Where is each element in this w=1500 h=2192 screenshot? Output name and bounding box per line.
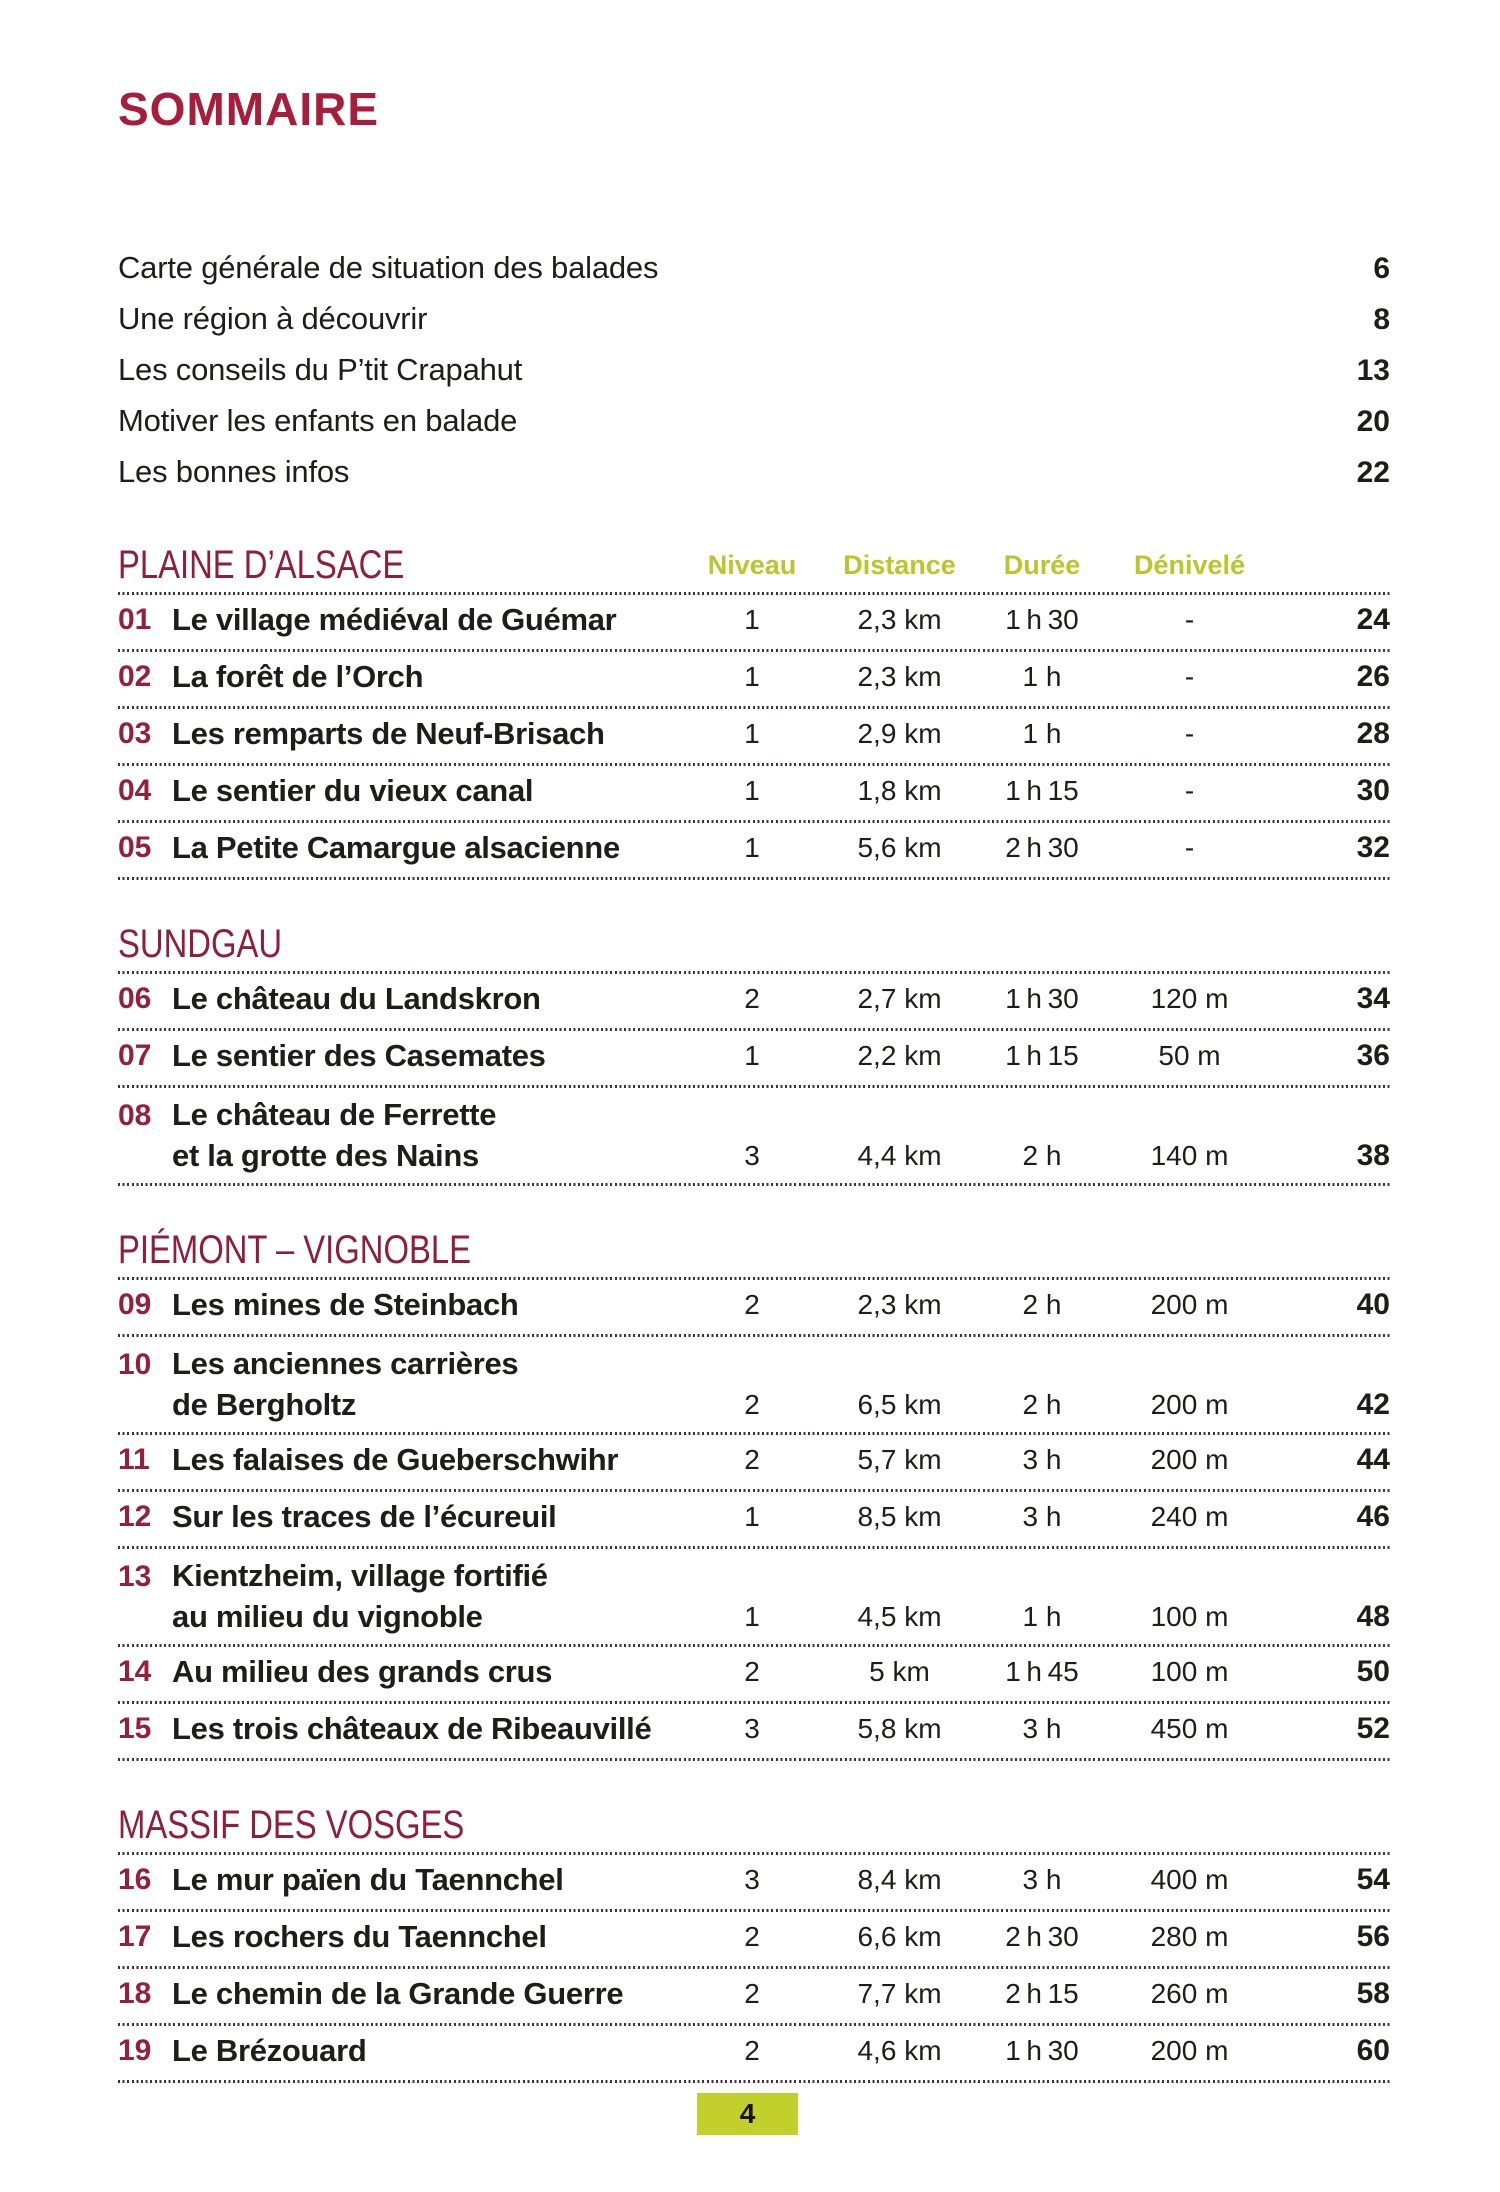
intro-entry-label: Les bonnes infos	[118, 454, 350, 489]
footer-page-number: 4	[739, 2098, 756, 2129]
intro-row	[118, 352, 1390, 403]
table-row	[118, 652, 1390, 701]
walk-title-line2: au milieu du vignoble	[172, 1598, 483, 1634]
walks-section	[118, 505, 1390, 880]
walk-title: Le mur païen du Taennchel	[172, 1861, 564, 1897]
walk-title: Les falaises de Gueberschwihr	[172, 1441, 619, 1477]
walk-title: La Petite Camargue alsacienne	[172, 829, 620, 865]
walk-level: 1	[744, 1500, 760, 1532]
walk-title: Le sentier des Casemates	[172, 1037, 546, 1073]
walk-distance: 5,7 km	[857, 1443, 942, 1475]
walk-elevation: -	[1184, 717, 1195, 749]
walk-distance: 6,5 km	[857, 1388, 942, 1420]
walk-title: Au milieu des grands crus	[172, 1653, 553, 1689]
walk-title: Les anciennes carrières	[172, 1346, 519, 1381]
walk-duration: 2 h 30	[1005, 1920, 1079, 1952]
walk-duration: 1 h 15	[1005, 1039, 1079, 1071]
walk-title: Le sentier du vieux canal	[172, 772, 534, 808]
walks-section	[118, 880, 1390, 1186]
walk-distance: 2,3 km	[857, 1288, 942, 1320]
walk-title: Kientzheim, village fortifié	[172, 1558, 548, 1593]
walk-distance: 6,6 km	[857, 1920, 942, 1952]
walk-number: 02	[118, 659, 152, 693]
walk-page-number: 42	[1356, 1387, 1390, 1421]
walk-elevation: 50 m	[1158, 1039, 1221, 1071]
walk-level: 2	[744, 982, 760, 1014]
page-title: SOMMAIRE	[118, 83, 379, 135]
walk-duration: 2 h	[1022, 1288, 1062, 1320]
walk-title: La forêt de l’Orch	[172, 658, 424, 694]
walk-number: 01	[118, 602, 152, 636]
walk-duration: 2 h	[1022, 1139, 1062, 1171]
intro-entry-label: Les conseils du P’tit Crapahut	[118, 352, 523, 387]
walk-elevation: -	[1184, 603, 1195, 635]
walk-elevation: 100 m	[1150, 1600, 1229, 1632]
walk-number: 08	[118, 1099, 152, 1132]
walk-elevation: 240 m	[1150, 1500, 1229, 1532]
walk-page-number: 46	[1356, 1499, 1390, 1533]
table-row	[118, 1704, 1390, 1753]
section-title: PLAINE D’ALSACE	[118, 543, 405, 587]
intro-entry-page-number: 20	[1356, 405, 1390, 438]
intro-entry-page-number: 8	[1373, 303, 1390, 336]
walk-page-number: 56	[1356, 1919, 1390, 1953]
walk-level: 2	[744, 1655, 760, 1687]
table-row	[118, 1031, 1390, 1080]
walk-page-number: 44	[1356, 1442, 1390, 1476]
walk-distance: 2,3 km	[857, 660, 942, 692]
walk-number: 19	[118, 2033, 152, 2067]
column-header-duree: Durée	[1003, 550, 1081, 580]
intro-entry-label: Carte générale de situation des balades	[118, 250, 659, 285]
walk-distance: 4,6 km	[857, 2034, 942, 2066]
intro-entry-page-number: 6	[1373, 252, 1390, 285]
walks-section	[118, 1761, 1390, 2083]
walk-number: 06	[118, 981, 152, 1015]
walk-number: 17	[118, 1919, 152, 1953]
walk-elevation: 260 m	[1150, 1977, 1229, 2009]
walk-distance: 2,7 km	[857, 982, 942, 1014]
walk-title: Les remparts de Neuf-Brisach	[172, 715, 605, 751]
walk-level: 3	[744, 1139, 760, 1171]
walk-number: 15	[118, 1711, 152, 1745]
walk-number: 13	[118, 1560, 152, 1593]
walk-duration: 2 h	[1022, 1388, 1062, 1420]
walk-distance: 2,9 km	[857, 717, 942, 749]
walk-title: Le chemin de la Grande Guerre	[172, 1975, 624, 2011]
walk-page-number: 38	[1356, 1138, 1390, 1172]
walk-page-number: 36	[1356, 1038, 1390, 1072]
walk-level: 1	[744, 717, 760, 749]
walk-distance: 8,5 km	[857, 1500, 942, 1532]
walk-elevation: 450 m	[1150, 1712, 1229, 1744]
walk-page-number: 30	[1356, 773, 1390, 807]
walk-duration: 1 h 30	[1005, 2034, 1079, 2066]
walk-title: Le château de Ferrette	[172, 1097, 497, 1132]
walk-level: 2	[744, 2034, 760, 2066]
walk-title-line2: et la grotte des Nains	[172, 1137, 479, 1173]
walk-duration: 1 h	[1022, 717, 1062, 749]
walk-level: 3	[744, 1712, 760, 1744]
walk-duration: 3 h	[1022, 1712, 1062, 1744]
walk-distance: 2,2 km	[857, 1039, 942, 1071]
walk-duration: 1 h	[1022, 660, 1062, 692]
walk-page-number: 26	[1356, 659, 1390, 693]
walk-duration: 3 h	[1022, 1863, 1062, 1895]
intro-row	[118, 454, 1390, 505]
walk-number: 18	[118, 1976, 152, 2010]
table-row	[118, 709, 1390, 758]
walk-elevation: 200 m	[1150, 2034, 1229, 2066]
walk-elevation: 200 m	[1150, 1443, 1229, 1475]
walk-distance: 5 km	[869, 1655, 930, 1687]
walk-page-number: 34	[1356, 981, 1390, 1015]
table-row	[118, 1133, 1390, 1178]
walk-distance: 8,4 km	[857, 1863, 942, 1895]
intro-row	[118, 403, 1390, 454]
intro-row	[118, 301, 1390, 352]
walk-number: 11	[118, 1442, 150, 1476]
walk-duration: 2 h 30	[1005, 831, 1079, 863]
intro-entry-page-number: 22	[1356, 456, 1390, 489]
walk-page-number: 32	[1356, 830, 1390, 864]
walk-elevation: 400 m	[1150, 1863, 1229, 1895]
column-header-denivele: Dénivelé	[1133, 550, 1246, 580]
walk-duration: 1 h 15	[1005, 774, 1079, 806]
walk-page-number: 54	[1356, 1862, 1390, 1896]
table-row	[118, 1549, 1390, 1594]
table-row	[118, 1337, 1390, 1382]
walk-level: 1	[744, 603, 760, 635]
walk-title: Le château du Landskron	[172, 980, 541, 1016]
intro-entry-label: Une région à découvrir	[118, 301, 428, 336]
walk-elevation: 100 m	[1150, 1655, 1229, 1687]
walk-page-number: 58	[1356, 1976, 1390, 2010]
walk-number: 05	[118, 830, 152, 864]
walk-duration: 3 h	[1022, 1500, 1062, 1532]
walk-duration: 1 h 30	[1005, 982, 1079, 1014]
walk-elevation: 200 m	[1150, 1288, 1229, 1320]
table-row	[118, 1280, 1390, 1329]
walk-duration: 2 h 15	[1005, 1977, 1079, 2009]
walk-distance: 2,3 km	[857, 603, 942, 635]
walk-distance: 5,8 km	[857, 1712, 942, 1744]
walk-level: 2	[744, 1388, 760, 1420]
section-title: MASSIF DES VOSGES	[118, 1803, 465, 1847]
walk-distance: 7,7 km	[857, 1977, 942, 2009]
walk-page-number: 52	[1356, 1711, 1390, 1745]
section-title: PIÉMONT – VIGNOBLE	[118, 1228, 472, 1272]
walk-level: 1	[744, 774, 760, 806]
walk-title: Les trois châteaux de Ribeauvillé	[172, 1710, 652, 1746]
walk-number: 04	[118, 773, 152, 807]
walk-elevation: 280 m	[1150, 1920, 1229, 1952]
table-row	[118, 2026, 1390, 2075]
table-row	[118, 1969, 1390, 2018]
walk-number: 14	[118, 1654, 152, 1688]
dotted-divider	[118, 2080, 1390, 2083]
table-row	[118, 1382, 1390, 1427]
section-header	[118, 543, 1390, 587]
table-row	[118, 766, 1390, 815]
walk-elevation: -	[1184, 660, 1195, 692]
walk-elevation: 120 m	[1150, 982, 1229, 1014]
walk-level: 2	[744, 1977, 760, 2009]
walk-duration: 1 h 30	[1005, 603, 1079, 635]
walk-distance: 4,5 km	[857, 1600, 942, 1632]
walk-title: Les rochers du Taennchel	[172, 1918, 547, 1954]
walk-elevation: -	[1184, 774, 1195, 806]
walk-title-line2: de Bergholtz	[172, 1386, 357, 1422]
walk-duration: 1 h 45	[1005, 1655, 1079, 1687]
footer-page-badge	[697, 2093, 798, 2135]
table-row	[118, 1912, 1390, 1961]
walk-duration: 1 h	[1022, 1600, 1062, 1632]
table-row	[118, 823, 1390, 872]
intro-row	[118, 250, 1390, 301]
section-header	[118, 922, 1390, 966]
walk-number: 07	[118, 1038, 152, 1072]
walk-level: 1	[744, 660, 760, 692]
walk-elevation: -	[1184, 831, 1195, 863]
walk-number: 03	[118, 716, 152, 750]
table-row	[118, 1594, 1390, 1639]
walks-section	[118, 1186, 1390, 1761]
intro-entry-label: Motiver les enfants en balade	[118, 403, 518, 438]
walk-page-number: 40	[1356, 1287, 1390, 1321]
walk-title: Le Brézouard	[172, 2032, 367, 2068]
walk-level: 1	[744, 1600, 760, 1632]
walk-number: 12	[118, 1499, 152, 1533]
table-row	[118, 1435, 1390, 1484]
walk-number: 16	[118, 1862, 152, 1896]
walk-distance: 4,4 km	[857, 1139, 942, 1171]
table-row	[118, 1088, 1390, 1133]
section-header	[118, 1228, 1390, 1272]
section-header	[118, 1803, 1390, 1847]
intro-entry-page-number: 13	[1356, 354, 1390, 387]
walk-page-number: 24	[1356, 602, 1390, 636]
section-title: SUNDGAU	[118, 922, 283, 966]
walk-level: 1	[744, 1039, 760, 1071]
walk-page-number: 48	[1356, 1599, 1390, 1633]
table-row	[118, 974, 1390, 1023]
column-header-niveau: Niveau	[707, 550, 797, 580]
walk-title: Sur les traces de l’écureuil	[172, 1498, 557, 1534]
walks-table	[118, 505, 1390, 2083]
walk-page-number: 60	[1356, 2033, 1390, 2067]
walk-level: 2	[744, 1443, 760, 1475]
walk-number: 10	[118, 1348, 152, 1381]
intro-toc-list	[118, 250, 1390, 505]
walk-level: 2	[744, 1288, 760, 1320]
walk-elevation: 140 m	[1150, 1139, 1229, 1171]
column-header-distance: Distance	[843, 550, 956, 580]
walk-page-number: 50	[1356, 1654, 1390, 1688]
walk-title: Les mines de Steinbach	[172, 1286, 519, 1322]
table-row	[118, 1492, 1390, 1541]
walk-level: 3	[744, 1863, 760, 1895]
table-row	[118, 1647, 1390, 1696]
table-row	[118, 1855, 1390, 1904]
walk-duration: 3 h	[1022, 1443, 1062, 1475]
walk-title: Le village médiéval de Guémar	[172, 601, 617, 637]
walk-distance: 5,6 km	[857, 831, 942, 863]
walk-page-number: 28	[1356, 716, 1390, 750]
walk-distance: 1,8 km	[857, 774, 942, 806]
walk-number: 09	[118, 1287, 152, 1321]
table-row	[118, 595, 1390, 644]
walk-elevation: 200 m	[1150, 1388, 1229, 1420]
walk-level: 1	[744, 831, 760, 863]
walk-level: 2	[744, 1920, 760, 1952]
